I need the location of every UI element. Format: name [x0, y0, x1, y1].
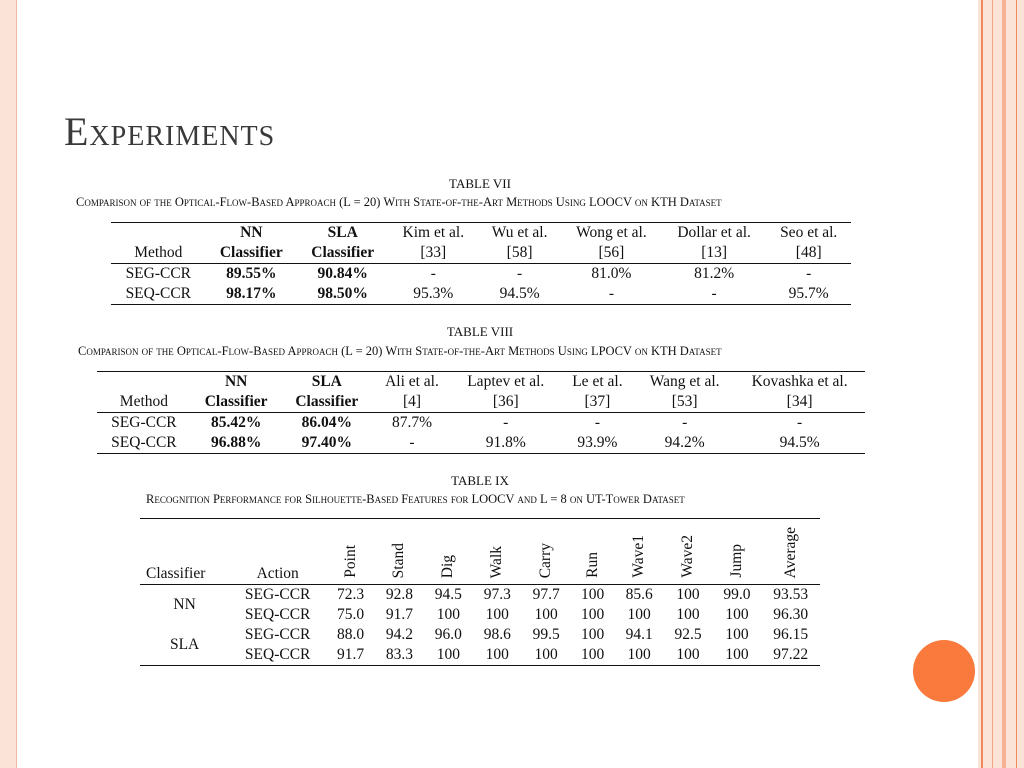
t8-cell: -	[594, 414, 600, 431]
t7-h: Wu et al.	[491, 224, 548, 241]
table8-caption: Comparison of the Optical-Flow-Based Approach (L = 20) With State-of-the-Art Methods Using LPOCV on KTH Dataset	[78, 344, 722, 358]
t9-cell: 91.7	[385, 606, 413, 623]
t7-h: [58]	[478, 243, 561, 264]
t9-h: Walk	[488, 545, 506, 578]
t9-h: Point	[341, 545, 359, 578]
t8-cell: 96.88%	[210, 434, 262, 451]
t7-h: SLA	[327, 224, 358, 241]
t9-cell: 100	[627, 646, 651, 663]
t9-cell: 99.0	[723, 586, 751, 603]
t9-cell: 94.1	[625, 626, 653, 643]
t7-h: Seo et al.	[780, 224, 838, 241]
t8-cell: 97.40%	[301, 434, 352, 451]
t8-cell: SEG-CCR	[111, 414, 177, 431]
t9-cell: 92.5	[674, 626, 702, 643]
t9-cell: SEG-CCR	[244, 626, 311, 643]
t7-cell: 89.55%	[226, 265, 277, 282]
t7-cell: 95.7%	[788, 285, 829, 302]
t8-h: [34]	[734, 392, 865, 413]
t9-cell: 100	[534, 646, 558, 663]
t8-h: SLA	[311, 373, 342, 390]
t8-h: [53]	[635, 392, 734, 413]
t7-h: NN	[240, 224, 263, 241]
t9-cell: 75.0	[336, 606, 365, 623]
t7-h: Dollar et al.	[677, 224, 751, 241]
t9-cell: 100	[676, 586, 700, 603]
t7-h: [33]	[388, 243, 478, 264]
t9-cell: 100	[627, 606, 651, 623]
t7-h: Classifier	[297, 243, 388, 264]
t9-cell: 100	[534, 606, 558, 623]
t8-cell: 85.42%	[210, 414, 262, 431]
t9-cell: 94.5	[434, 586, 462, 603]
t8-h: Classifier	[191, 392, 282, 413]
t7-cell: -	[608, 285, 614, 302]
right-frame-border	[978, 0, 1024, 768]
t8-cell: -	[503, 414, 509, 431]
table9	[140, 518, 820, 666]
t8-h: Wang et al.	[649, 373, 720, 390]
t9-cell: 91.7	[336, 646, 365, 663]
t9-cell: 99.5	[532, 626, 560, 643]
t7-h	[111, 223, 206, 244]
t9-cell: 83.3	[385, 646, 413, 663]
t7-cell: 81.0%	[591, 265, 632, 282]
t8-h: Laptev et al.	[467, 373, 545, 390]
t7-h: [48]	[766, 243, 851, 264]
t7-cell: 94.5%	[499, 285, 540, 302]
table8	[97, 371, 865, 454]
t8-h: Classifier	[281, 392, 372, 413]
t8-cell: -	[409, 434, 415, 451]
t7-cell: 81.2%	[694, 265, 735, 282]
t8-cell: 86.04%	[301, 414, 352, 431]
t8-cell: 87.7%	[391, 414, 432, 431]
t7-cell: 98.50%	[317, 285, 368, 302]
table7-label: TABLE VII	[449, 176, 511, 191]
t9-classifier: NN	[173, 596, 196, 613]
t8-h: NN	[224, 373, 248, 390]
t9-cell: 98.6	[483, 626, 511, 643]
t7-h: [13]	[662, 243, 767, 264]
t9-cell: 100	[436, 606, 460, 623]
t9-cell: 100	[485, 646, 509, 663]
t9-h: Classifier	[140, 519, 229, 585]
table-row	[97, 413, 865, 434]
t7-h: [56]	[561, 243, 662, 264]
t9-cell: 100	[725, 606, 749, 623]
t7-cell: -	[430, 265, 436, 282]
t9-cell: SEQ-CCR	[244, 646, 311, 663]
t9-cell: 96.30	[773, 606, 809, 623]
t8-cell: 94.5%	[779, 434, 820, 451]
table8-label: TABLE VIII	[446, 324, 514, 339]
table-row	[140, 585, 820, 606]
t9-cell: SEG-CCR	[244, 586, 311, 603]
t9-h: Carry	[537, 542, 555, 578]
t9-cell: 72.3	[336, 586, 365, 603]
t8-h: [4]	[372, 392, 452, 413]
t9-cell: 93.53	[773, 586, 809, 603]
t9-cell: 100	[725, 646, 749, 663]
t9-cell: 100	[581, 606, 605, 623]
t7-h: Method	[111, 243, 206, 264]
t9-cell: 85.6	[625, 586, 653, 603]
t7-cell: 98.17%	[226, 285, 277, 302]
table7	[111, 222, 851, 305]
table-row	[140, 645, 820, 666]
t8-cell: 91.8%	[485, 434, 526, 451]
table-row	[140, 625, 820, 645]
t8-h: Method	[97, 392, 191, 413]
t7-cell: 95.3%	[413, 285, 454, 302]
t9-cell: 94.2	[385, 626, 413, 643]
t7-cell: -	[711, 285, 717, 302]
t9-cell: 96.0	[434, 626, 462, 643]
table-row	[111, 284, 851, 305]
t9-h: Stand	[390, 542, 408, 578]
left-frame-border	[0, 0, 17, 768]
t9-cell: 100	[436, 646, 460, 663]
t9-h: Average	[781, 526, 799, 578]
t8-cell: 93.9%	[577, 434, 618, 451]
t7-cell: -	[806, 265, 812, 282]
t9-cell: 97.3	[483, 586, 511, 603]
t7-cell: SEG-CCR	[125, 265, 192, 282]
t9-cell: 92.8	[385, 586, 413, 603]
t9-h: Wave1	[630, 535, 648, 578]
t9-cell: 96.15	[773, 626, 809, 643]
table-row	[140, 605, 820, 625]
t9-h: Wave2	[679, 535, 697, 578]
t9-h: Run	[583, 552, 601, 578]
decorative-orange-circle	[913, 640, 975, 702]
t9-cell: 97.7	[532, 586, 560, 603]
t8-h	[97, 372, 191, 393]
t8-cell: -	[682, 414, 688, 431]
t7-h: Classifier	[206, 243, 297, 264]
t9-cell: 100	[676, 606, 700, 623]
t7-cell: 90.84%	[317, 265, 368, 282]
slide-title: Experiments	[64, 109, 276, 154]
t8-h: Le et al.	[572, 373, 623, 390]
t9-classifier: SLA	[169, 636, 200, 653]
t7-h: Kim et al.	[402, 224, 465, 241]
table9-caption: Recognition Performance for Silhouette-Based Features for LOOCV and L = 8 on UT-Tower Dataset	[146, 492, 685, 506]
t9-cell: SEQ-CCR	[244, 606, 311, 623]
t8-h: [36]	[452, 392, 560, 413]
t9-cell: 88.0	[336, 626, 365, 643]
t9-cell: 100	[581, 626, 605, 643]
table7-caption: Comparison of the Optical-Flow-Based Approach (L = 20) With State-of-the-Art Methods Using LOOCV on KTH Dataset	[76, 195, 722, 209]
t8-h: Ali et al.	[385, 373, 439, 390]
t7-h: Wong et al.	[576, 224, 647, 241]
t8-h: [37]	[560, 392, 636, 413]
t8-h: Kovashka et al.	[751, 373, 848, 390]
t9-h: Jump	[727, 544, 745, 578]
t7-cell: SEQ-CCR	[125, 285, 192, 302]
t9-cell: 100	[581, 646, 605, 663]
t9-cell: 100	[581, 586, 605, 603]
t9-cell: 100	[676, 646, 700, 663]
t9-h: Dig	[439, 554, 457, 578]
table-row	[97, 433, 865, 454]
table-row	[111, 264, 851, 285]
t7-cell: -	[517, 265, 523, 282]
t8-cell: SEQ-CCR	[111, 434, 177, 451]
table9-label: TABLE IX	[451, 473, 509, 488]
t9-cell: 97.22	[773, 646, 809, 663]
t8-cell: -	[797, 414, 803, 431]
t9-cell: 100	[485, 606, 509, 623]
t9-cell: 100	[725, 626, 749, 643]
t8-cell: 94.2%	[664, 434, 705, 451]
t9-h: Action	[229, 519, 326, 585]
